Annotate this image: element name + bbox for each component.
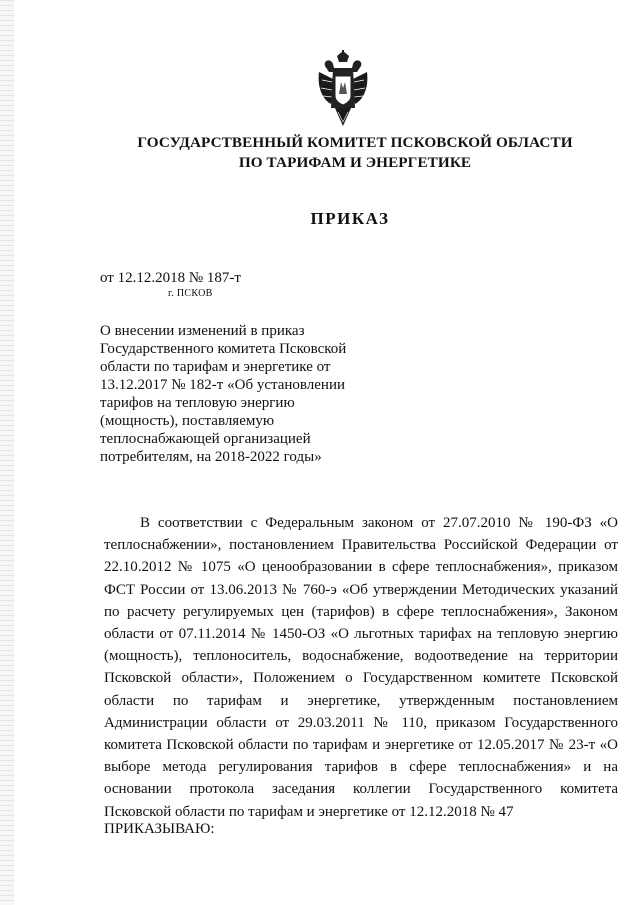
document-title: ПРИКАЗ	[310, 209, 390, 228]
organization-name	[70, 133, 640, 173]
document-body-paragraph: В соответствии с Федеральным законом от 27.07.2010 № 190-ФЗ «О теплоснабжении», постановлением Правительства Российской Федерации от 22.10.2012 № 1075 «О ценообразовании в сфере теплоснабжения», приказом ФСТ России от 13.06.2013 № 760-э «Об утверждении Методических указаний по расчету регулируемых цен (тарифов) в сфере теплоснабжения», Законом области от 07.11.2014 № 1450-ОЗ «О льготных тарифах на тепловую энергию (мощность), теплоноситель, водоснабжение, водоотведение на территории Псковской области», Положением о Государственном комитете Псковской области по тарифам и энергетике, утвержденным постановлением Администрации области от 29.03.2011 № 110, приказом Государственного комитета Псковской области по тарифам и энергетике от 12.05.2017 № 23-т «О выборе метода регулирования тарифов в сфере теплоснабжения» и на основании протокола заседания коллегии Государственного комитета Псковской области по тарифам и энергетике от 12.12.2018 № 47	[104, 515, 618, 820]
scan-edge	[0, 0, 14, 905]
document-subject	[100, 322, 370, 466]
coat-of-arms-icon	[315, 50, 371, 130]
subject-line: О внесении изменений в приказ	[100, 323, 305, 339]
subject-line: потребителям, на 2018-2022 годы»	[100, 449, 322, 465]
organization-line-2: ПО ТАРИФАМ И ЭНЕРГЕТИКЕ	[238, 154, 472, 171]
organization-line-1: ГОСУДАРСТВЕННЫЙ КОМИТЕТ ПСКОВСКОЙ ОБЛАСТИ	[137, 134, 573, 151]
subject-line: области по тарифам и энергетике от	[100, 359, 331, 375]
subject-line: 13.12.2017 № 182-т «Об установлении	[100, 377, 346, 393]
document-date-number: от 12.12.2018 № 187-т	[100, 270, 241, 286]
subject-line: тарифов на тепловую энергию	[100, 395, 295, 411]
subject-line: Государственного комитета Псковской	[100, 341, 347, 357]
subject-line: теплоснабжающей организацией	[100, 431, 311, 447]
order-word: ПРИКАЗЫВАЮ:	[104, 821, 215, 837]
subject-line: (мощность), поставляемую	[100, 413, 275, 429]
document-city: г. ПСКОВ	[168, 288, 213, 299]
